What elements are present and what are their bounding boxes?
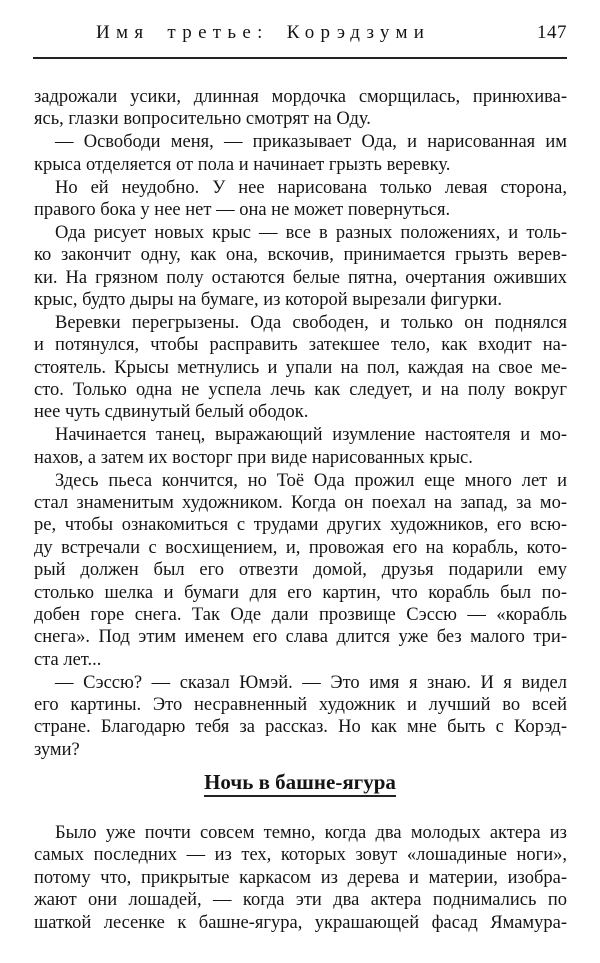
text-line: добен горе снега. Так Оде дали прозвище Сэссю — «корабль bbox=[34, 604, 567, 625]
text-line: стоятель. Крысы метнулись и упали на пол, каждая на свое ме- bbox=[34, 357, 567, 378]
text-line: ко закончит одну, как она, вскочив, принимается грызть верев- bbox=[34, 245, 567, 266]
text-line: Но ей неудобно. У нее нарисована только левая сторона, bbox=[55, 177, 567, 198]
section-heading bbox=[0, 770, 600, 795]
text-line: столько шелка и бумаги для его картин, что корабль был по- bbox=[34, 582, 567, 603]
text-line: и потянулся, чтобы расправить затекшее тело, как входит на- bbox=[34, 335, 567, 356]
text-line: ки. На грязном полу остаются белые пятна, очертания оживших bbox=[34, 267, 567, 288]
text-line: правого бока у нее нет — она не может повернуться. bbox=[34, 199, 451, 220]
text-line: — Сэссю? — сказал Юмэй. — Это имя я знаю. И я видел bbox=[55, 672, 567, 693]
text-line: самых последних — из тех, которых зовут «лошадиные ноги», bbox=[34, 845, 567, 866]
text-line: снега». Под этим именем его слава длится уже без малого три- bbox=[34, 627, 567, 648]
text-line: Веревки перегрызены. Ода свободен, и только он поднялся bbox=[55, 312, 567, 333]
text-line: стране. Благодарю тебя за рассказ. Но как мне быть с Корэд- bbox=[34, 717, 567, 738]
text-line: ду встречали с восхищением, и, провожая его на корабль, кото- bbox=[34, 537, 567, 558]
text-line: крыс, будто дыры на бумаге, из которой вырезали фигурки. bbox=[34, 290, 503, 311]
running-title: Имя третье: Корэдзуми bbox=[96, 22, 431, 43]
text-line: — Освободи меня, — приказывает Ода, и нарисованная им bbox=[55, 132, 567, 153]
body-text-block-2 bbox=[34, 822, 567, 934]
text-line: нее чуть сдвинутый белый ободок. bbox=[34, 402, 309, 423]
page-number: 147 bbox=[537, 22, 567, 43]
text-line: ста лет... bbox=[34, 649, 102, 670]
section-heading-text: Ночь в башне-ягура bbox=[204, 770, 396, 797]
text-line: сто. Только одна не успела лечь как следует, и на полу вокруг bbox=[34, 380, 567, 401]
text-line: нахов, а затем их восторг при виде нарисованных крыс. bbox=[34, 447, 473, 468]
running-header bbox=[33, 22, 567, 52]
text-line: его картины. Это несравненный художник и лучший во всей bbox=[34, 695, 567, 716]
text-line: рый должен был его отвезти домой, друзья подарили ему bbox=[34, 560, 567, 581]
body-text-block-1 bbox=[34, 86, 567, 761]
text-line: потому что, прикрытые каркасом из дерева и материи, изобра- bbox=[34, 867, 567, 888]
text-line: шаткой лесенке к башне-ягура, украшающей фасад Ямамура- bbox=[34, 912, 567, 933]
text-line: ясь, глазки вопросительно смотрят на Оду. bbox=[34, 109, 371, 130]
text-line: жают они лошадей, — когда эти два актера поднимались по bbox=[34, 890, 567, 911]
text-line: Ода рисует новых крыс — все в разных положениях, и толь- bbox=[55, 222, 567, 243]
text-line: ре, чтобы ознакомиться с трудами других художников, его всю- bbox=[34, 515, 567, 536]
text-line: Было уже почти совсем темно, когда два молодых актера из bbox=[55, 823, 567, 843]
text-line: зуми? bbox=[34, 739, 80, 760]
text-line: Здесь пьеса кончится, но Тоё Ода прожил еще много лет и bbox=[55, 470, 567, 491]
text-line: задрожали усики, длинная мордочка сморщилась, принюхива- bbox=[34, 87, 567, 107]
text-line: стал знаменитым художником. Когда он поехал на запад, за мо- bbox=[34, 493, 567, 514]
text-line: крыса отделяется от пола и начинает грызть веревку. bbox=[34, 154, 451, 175]
text-line: Начинается танец, выражающий изумление настоятеля и мо- bbox=[55, 425, 567, 446]
header-rule bbox=[33, 57, 567, 59]
